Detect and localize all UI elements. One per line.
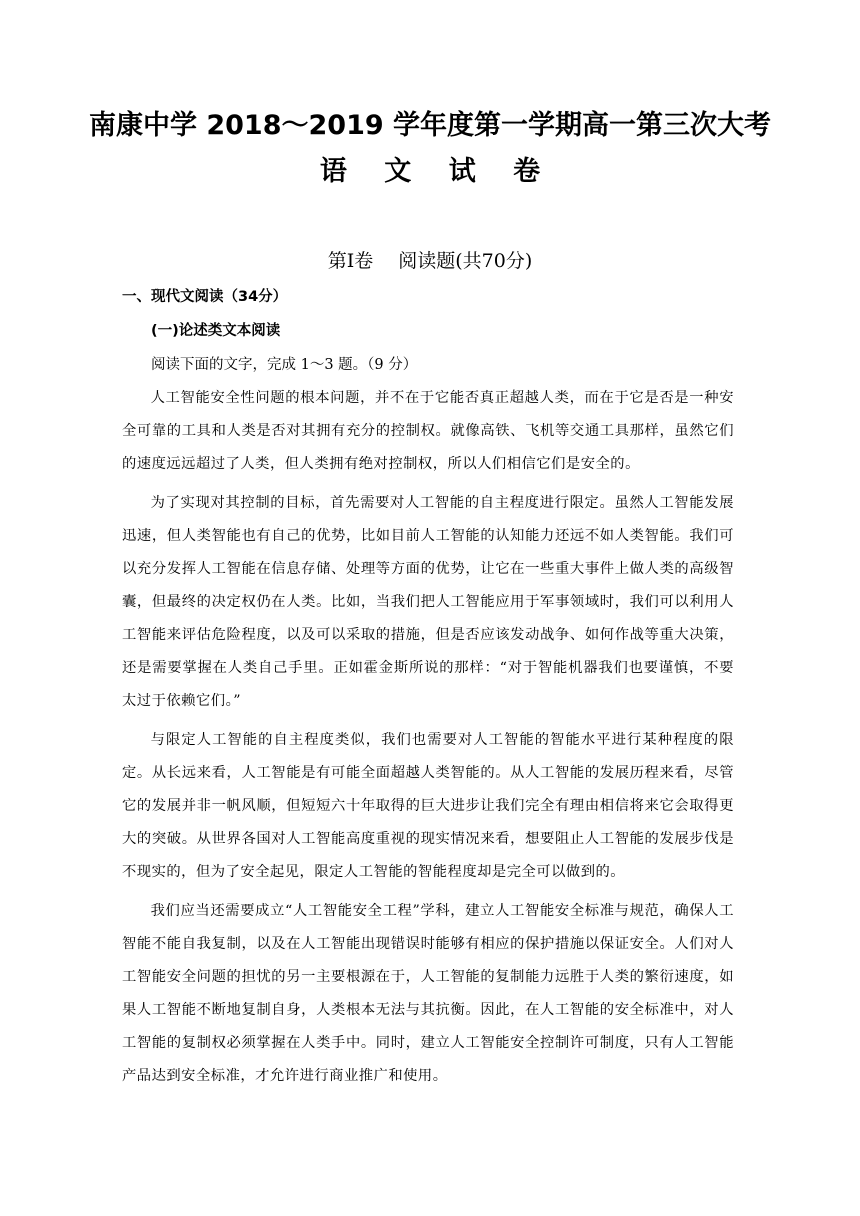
exam-title: 南康中学 2018～2019 学年度第一学期高一第三次大考 [88,110,772,141]
exam-subtitle: 语 文 试 卷 [319,156,555,187]
reading-instruction: 阅读下面的文字，完成 1～3 题。（9 分） [151,357,418,373]
part-heading: 第Ⅰ卷 阅读题(共70分) [327,250,533,272]
article-paragraph-2: 为了实现对其控制的目标，首先需要对人工智能的自主程度进行限定。虽然人工智能发展迅速，但人类智能也有自己的优势，比如目前人工智能的认知能力还远不如人类智能。我们可以充分发挥人工智能在信息存储、处理等方面的优势，让它在一些重大事件上做人类的高级智囊，但最终的决定权仍在人类。比如，当我们把人工智能应用于军事领域时，我们可以利用人工智能来评估危险程度，以及可以采取的措施，但是否应该发动战争、如何作战等重大决策，还是需要掌握在人类自己手里。正如霍金斯所说的那样：“对于智能机器我们也要谨慎，不要太过于依赖它们。” [122,495,734,709]
sub-section-heading: (一)论述类文本阅读 [151,323,281,339]
article-paragraph-1: 人工智能安全性问题的根本问题，并不在于它能否真正超越人类，而在于它是否是一种安全可靠的工具和人类是否对其拥有充分的控制权。就像高铁、飞机等交通工具那样，虽然它们的速度远远超过了人类，但人类拥有绝对控制权，所以人们相信它们是安全的。 [122,390,734,472]
section-heading: 一、现代文阅读（34分） [122,289,288,305]
article-paragraph-3: 与限定人工智能的自主程度类似，我们也需要对人工智能的智能水平进行某种程度的限定。从长远来看，人工智能是有可能全面超越人类智能的。从人工智能的发展历程来看，尽管它的发展并非一帆风顺，但短短六十年取得的巨大进步让我们完全有理由相信将来它会取得更大的突破。从世界各国对人工智能高度重视的现实情况来看，想要阻止人工智能的发展步伐是不现实的，但为了安全起见，限定人工智能的智能程度却是完全可以做到的。 [122,732,734,880]
article-paragraph-4: 我们应当还需要成立“人工智能安全工程”学科，建立人工智能安全标准与规范，确保人工智能不能自我复制，以及在人工智能出现错误时能够有相应的保护措施以保证安全。人们对人工智能安全问题的担忧的另一主要根源在于，人工智能的复制能力远胜于人类的繁衍速度，如果人工智能不断地复制自身，人类根本无法与其抗衡。因此，在人工智能的安全标准中，对人工智能的复制权必须掌握在人类手中。同时，建立人工智能安全控制许可制度，只有人工智能产品达到安全标准，才允许进行商业推广和使用。 [122,903,734,1084]
article-body [122,382,734,1099]
